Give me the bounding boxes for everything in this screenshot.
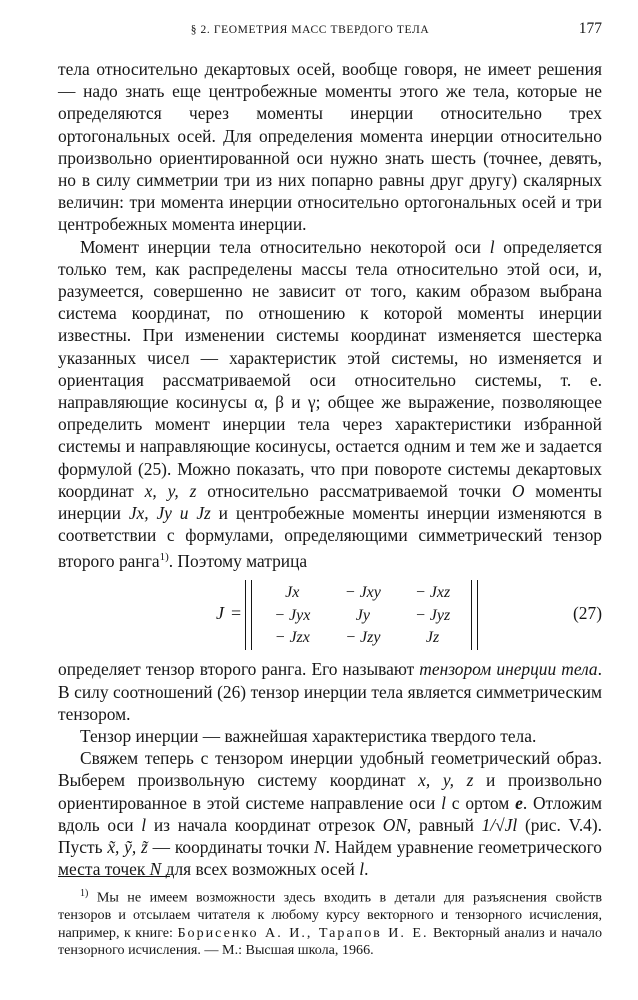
matrix-cell: − Jyz xyxy=(414,606,451,624)
paragraph-4: Тензор инерции — важнейшая характеристика твердого тела. xyxy=(80,726,537,747)
axis-l-symbol: l xyxy=(489,236,495,257)
matrix-cell: − Jzy xyxy=(345,628,381,646)
page-number: 177 xyxy=(578,20,602,37)
moments-j: Jx, Jy и Jz xyxy=(128,503,211,524)
formula-lhs: J xyxy=(216,603,224,624)
matrix-cell: − Jxz xyxy=(414,584,451,602)
footnote-authors: Борисенко А. И., Тарапов И. Е. xyxy=(177,924,429,941)
segment-on: ON xyxy=(382,814,407,835)
running-title: § 2. ГЕОМЕТРИЯ МАСС ТВЕРДОГО ТЕЛА xyxy=(190,24,430,36)
matrix-cell: − Jzx xyxy=(274,628,310,646)
matrix-left-bracket xyxy=(245,580,252,650)
matrix-row xyxy=(257,627,467,649)
paragraph-3: определяет тензор второго ранга. Его называют тензором инерции тела. В силу соотношений (26) тензор инерции тела является симметрическим тензором. xyxy=(58,659,602,724)
formula-27 xyxy=(58,578,602,654)
footnote-mark: 1) xyxy=(80,888,89,899)
unit-vector-e: e xyxy=(515,792,523,813)
formula-number: (27) xyxy=(573,603,602,624)
matrix-cell: − Jyx xyxy=(274,606,311,624)
term-inertia-tensor: тензором инерции тела xyxy=(419,659,598,680)
matrix-cell: − Jxy xyxy=(344,584,381,602)
footnote-rule xyxy=(58,876,170,877)
point-o: O xyxy=(511,480,525,501)
formula-equals: = xyxy=(231,603,242,624)
matrix-row xyxy=(257,605,467,627)
inverse-sqrt-jl: 1/√Jl xyxy=(481,814,518,835)
footnote: $^{1)}$ Мы не имеем возможности здесь входить в детали для разъяснения свойств тензоров и отсылаем читателя к любому курсу векторного и тензорного исчисления, например, к книге: Борисенко А. И., Тарапов И. Е. Векторный анализ и начало тензорного исчисления. — М.: Высшая школа, 1966. xyxy=(58,888,602,958)
footnote-ref: 1) xyxy=(159,551,169,564)
paragraph-2: Момент инерции тела относительно некоторой оси l определяется только тем, как распределены массы тела относительно этой оси, и, разумеется, совершенно не зависит от того, каким образом выбрана система координат, по отношению к которой моменты инерции известны. При изменении системы координат изменяется шестерка указанных чисел — характеристик этой системы, но изменяется и ориентация рассматриваемой оси относительно системы, т. е. направляющие косинусы α, β и γ; общее же выражение, позволяющее определить момент инерции тела через характеристики избранной системы и направляющие косинусы, остается одним и тем же и задается формулой (25). Можно показать, что при повороте системы декартовых координат x, y, z относительно рассматриваемой точки O моменты инерции Jx, Jy и Jz и центробежные моменты инерции изменяются в соответствии с формулами, определяющими симметрический тензор второго ранга$^{1)}$. Поэтому матрица xyxy=(58,236,602,572)
inertia-matrix xyxy=(257,582,467,649)
paragraph-1: тела относительно декартовых осей, вообще говоря, не имеет решения — надо знать еще центробежные моменты этого же тела, которые не определяются через моменты инерции относительно трех ортогональных осей. Для определения момента инерции относительно произвольно ориентированной оси нужно знать шесть (точнее, девять, но в силу симметрии три из них попарно равны друг другу) скалярных величин: три момента инерции относительно ортогональных осей и три центробежных момента инерции. xyxy=(58,59,602,235)
matrix-cell: Jy xyxy=(355,606,370,624)
matrix-cell: Jz xyxy=(425,628,440,646)
tilde-coords: x̃, ỹ, z̃ xyxy=(107,837,148,858)
matrix-right-bracket xyxy=(471,580,478,650)
paragraph-5: Свяжем теперь с тензором инерции удобный геометрический образ. Выберем произвольную систему координат x, y, z и произвольно ориентированное в этой системе направление оси l с ортом e. Отложим вдоль оси l из начала координат отрезок ON, равный 1/√Jl (рис. V.4). Пусть x̃, ỹ, z̃ — координаты точки N. Найдем уравнение геометрического места точек N для всех возможных осей l. xyxy=(58,748,603,880)
body-text xyxy=(58,58,602,881)
running-header xyxy=(58,18,602,44)
matrix-row xyxy=(257,582,467,604)
matrix-cell: Jx xyxy=(285,584,300,602)
coords-xyz: x, y, z xyxy=(144,480,197,501)
